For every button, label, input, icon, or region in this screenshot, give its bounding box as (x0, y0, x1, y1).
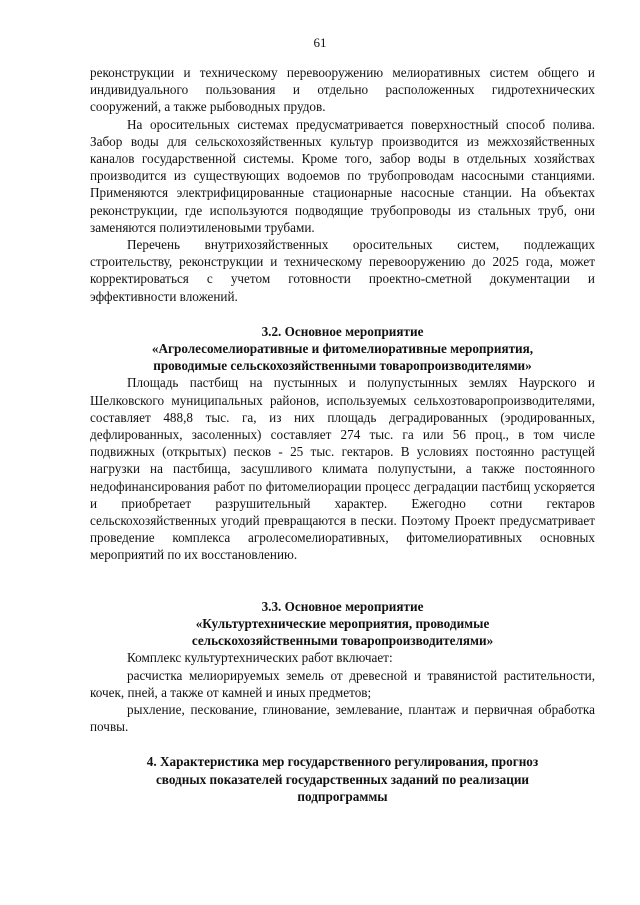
section-3-3-subtitle-2: сельскохозяйственными товаропроизводителями» (191, 633, 494, 649)
section-4-heading (90, 753, 595, 805)
section-3-2-heading (90, 323, 595, 375)
section-3-2-subtitle-2: проводимые сельскохозяйственными товаропроизводителями» (153, 358, 532, 374)
section-3-3-item-1: расчистка мелиорируемых земель от древесной и травянистой растительности, кочек, пней, а также от камней и иных предметов; (90, 667, 595, 700)
section-4-title: 4. Характеристика мер государственного регулирования, прогноз (146, 754, 539, 770)
section-3-3-subtitle-1: «Культуртехнические мероприятия, проводимые (195, 615, 490, 631)
page-number: 61 (313, 35, 327, 50)
section-3-3-heading (90, 598, 595, 650)
section-3-2-body: Площадь пастбищ на пустынных и полупустынных землях Наурского и Шелковского муниципальных районов, используемых сельхозтоваропроизводителями, составляет 488,8 тыс. га, из них площадь деградированных (эродированных, дефлированных, засоленных) составляет 274 тыс. га или 56 проц., в том числе подвижных (открытых) песков - 25 тыс. гектаров. В условиях постоянно растущей нагрузки на пастбища, засушливого климата полупустыни, а также постоянного недофинансирования работ по фитомелиорации процесс деградации пастбищ ускоряется и приобретает разрушительный характер. Ежегодно сотни гектаров сельскохозяйственных угодий превращаются в пески. Поэтому Проект предусматривает проведение комплекса агролесомелиоративных, фитомелиоративных основных мероприятий по их восстановлению. (90, 375, 595, 563)
section-3-3-intro: Комплекс культуртехнических работ включает: (127, 650, 393, 666)
section-3-2-subtitle-1: «Агролесомелиоративные и фитомелиоративные мероприятия, (151, 341, 534, 357)
section-3-2-title: 3.2. Основное мероприятие (261, 323, 424, 339)
section-3-3-title: 3.3. Основное мероприятие (261, 598, 424, 614)
paragraph-continuation: реконструкции и техническому перевооружению мелиоративных систем общего и индивидуального пользования и отдельно расположенных гидротехнических сооружений, а также рыбоводных прудов. (90, 65, 595, 115)
section-3-3-item-2: рыхление, пескование, глинование, землевание, плантаж и первичная обработка почвы. (90, 701, 595, 735)
paragraph-irrigation: На оросительных системах предусматривается поверхностный способ полива. Забор воды для сельскохозяйственных культур производится из межхозяйственных каналов государственной системы. Кроме того, забор воды в отдельных хозяйствах производится из существующих водоемов по трубопроводам насосными станциями. Применяются электрифицированные стационарные насосные станции. На объектах реконструкции, где используются подводящие трубопроводы из стальных труб, они заменяются полиэтиленовыми трубами. (90, 116, 595, 235)
paragraph-irrigation-list: Перечень внутрихозяйственных оросительных систем, подлежащих строительству, реконструкции и техническому перевооружению до 2025 года, может корректироваться с учетом готовности проектно-сметной документации и эффективности вложений. (90, 237, 595, 304)
page-content (90, 64, 595, 805)
section-4-subtitle-1: сводных показателей государственных заданий по реализации (155, 771, 530, 787)
section-4-subtitle-2: подпрограммы (297, 788, 388, 804)
